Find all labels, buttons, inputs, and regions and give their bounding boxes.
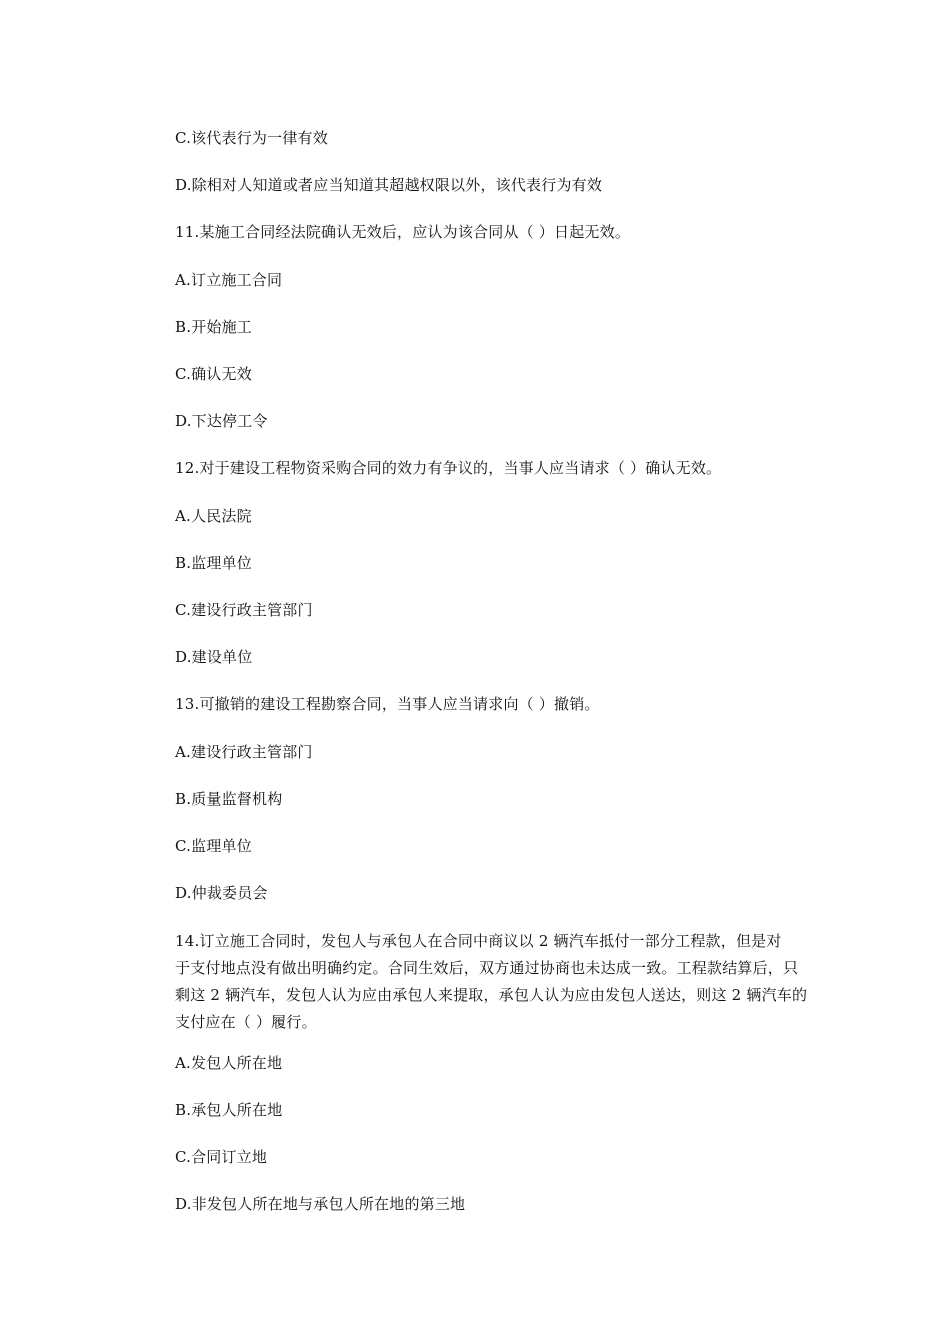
question-14-line-1: 14.订立施工合同时，发包人与承包人在合同中商议以 2 辆汽车抵付一部分工程款，但是对	[175, 932, 782, 950]
option-d-prev: D.除相对人知道或者应当知道其超越权限以外，该代表行为有效	[175, 176, 603, 194]
q12-option-c: C.建设行政主管部门	[175, 601, 313, 619]
question-14-line-4: 支付应在（ ）履行。	[175, 1013, 317, 1031]
q11-option-d: D.下达停工令	[175, 412, 268, 430]
q12-option-b: B.监理单位	[175, 554, 252, 572]
question-12: 12.对于建设工程物资采购合同的效力有争议的，当事人应当请求（ ）确认无效。	[175, 459, 722, 477]
q13-option-a: A.建设行政主管部门	[175, 743, 313, 761]
q13-option-c: C.监理单位	[175, 837, 252, 855]
option-c-prev: C.该代表行为一律有效	[175, 129, 328, 147]
q11-option-a: A.订立施工合同	[175, 271, 283, 289]
q14-option-a: A.发包人所在地	[175, 1054, 283, 1072]
question-11: 11.某施工合同经法院确认无效后，应认为该合同从（ ）日起无效。	[175, 223, 631, 241]
q12-option-a: A.人民法院	[175, 507, 252, 525]
q13-option-d: D.仲裁委员会	[175, 884, 268, 902]
q13-option-b: B.质量监督机构	[175, 790, 283, 808]
question-13: 13.可撤销的建设工程勘察合同，当事人应当请求向（ ）撤销。	[175, 695, 600, 713]
q14-option-b: B.承包人所在地	[175, 1101, 283, 1119]
q11-option-b: B.开始施工	[175, 318, 252, 336]
question-14-line-3: 剩这 2 辆汽车，发包人认为应由承包人来提取，承包人认为应由发包人送达，则这 2 辆汽车的	[175, 986, 808, 1004]
question-14-line-2: 于支付地点没有做出明确约定。合同生效后，双方通过协商也未达成一致。工程款结算后，只	[175, 959, 799, 977]
q11-option-c: C.确认无效	[175, 365, 252, 383]
q12-option-d: D.建设单位	[175, 648, 253, 666]
q14-option-c: C.合同订立地	[175, 1148, 268, 1166]
q14-option-d: D.非发包人所在地与承包人所在地的第三地	[175, 1195, 466, 1213]
